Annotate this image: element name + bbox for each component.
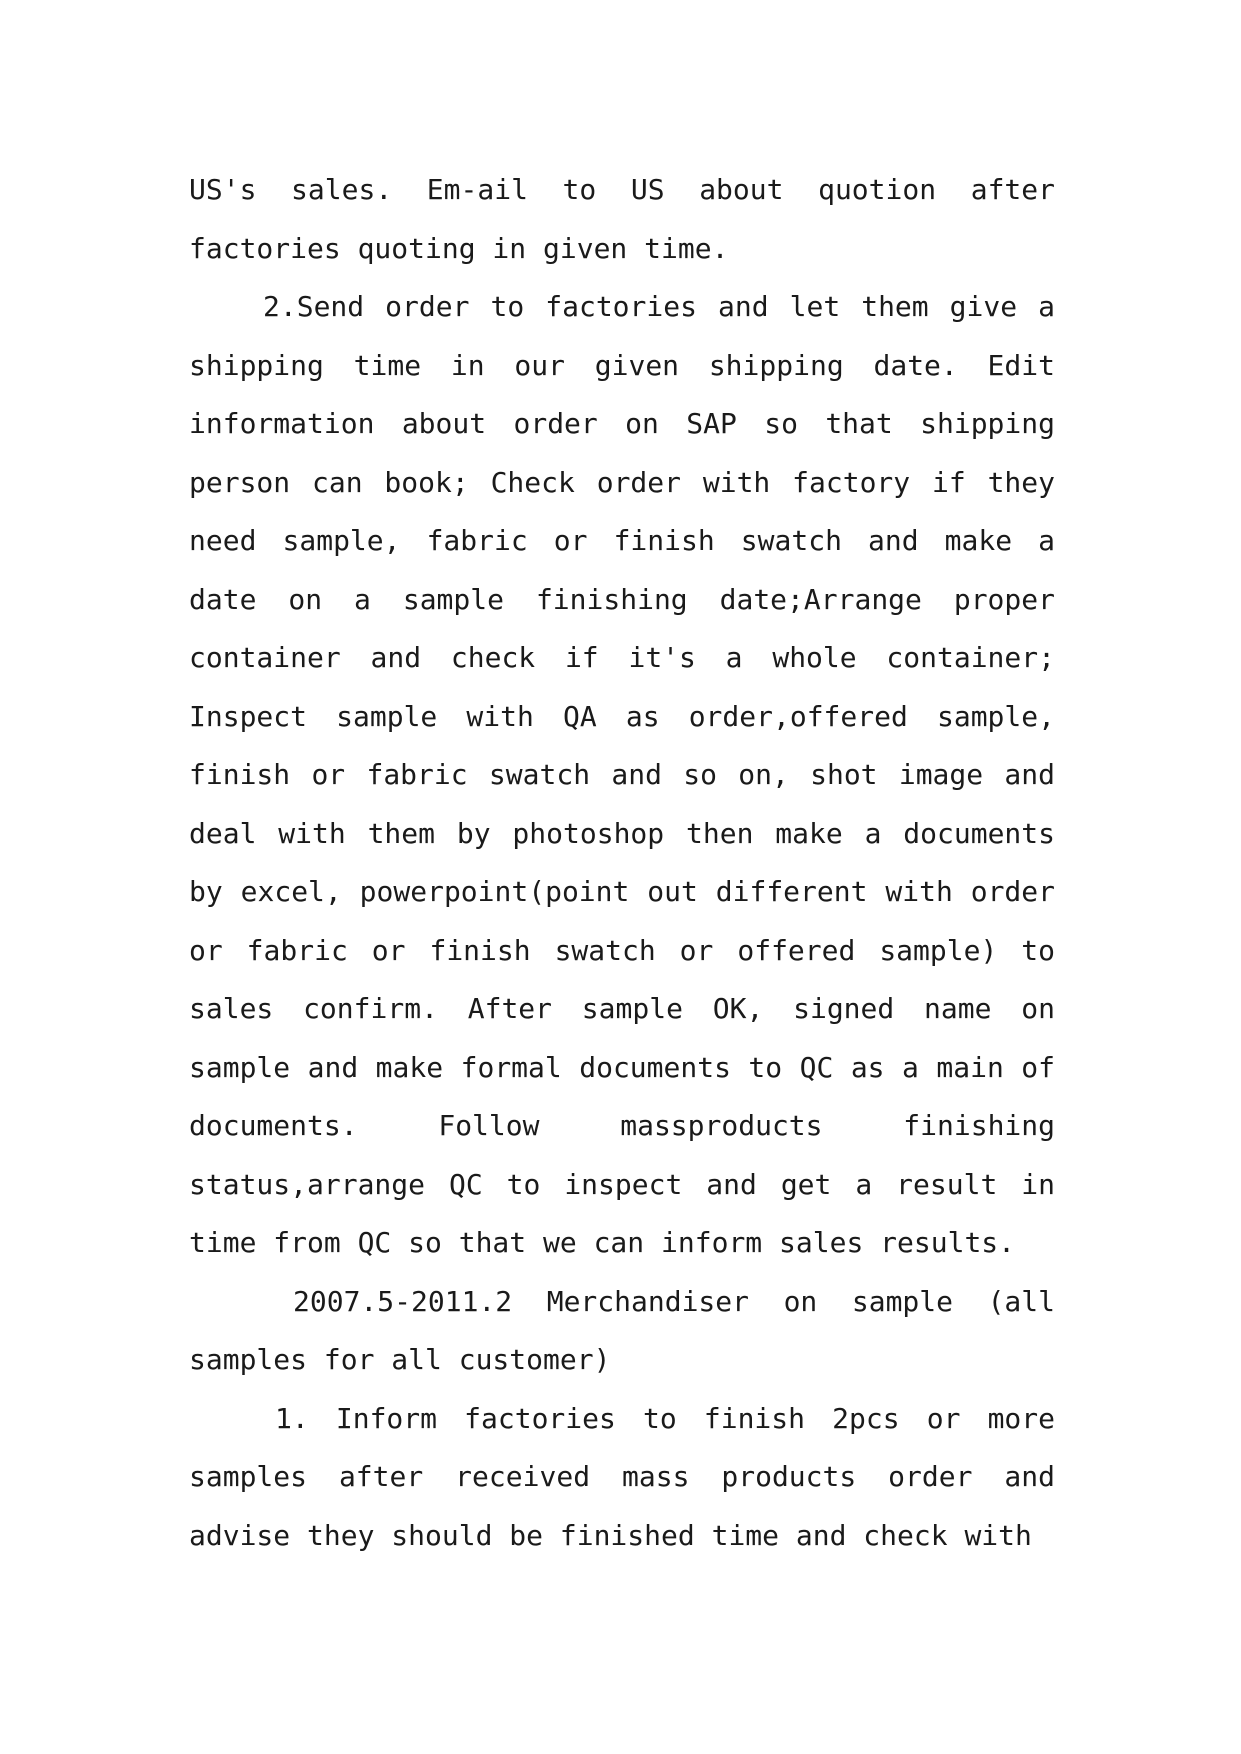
paragraph-continuation: US's sales. Em-ail to US about quotion after factories quoting in given time.: [189, 173, 1055, 265]
paragraph-item-2: 2.Send order to factories and let them give a shipping time in our given shipping date. Edit information about order on SAP so that shipping person can book; Check order with factory if they need sample, fabric or finish swatch and make a date on a sample finishing date;Arrange proper container and check if it's a whole container; Inspect sample with QA as order,offered sample, finish or fabric swatch and so on, shot image and deal with them by photoshop then make a documents by excel, powerpoint(point out different with order or fabric or finish swatch or offered sample) to sales confirm. After sample OK, signed name on sample and make formal documents to QC as a main of documents. Follow massproducts finishing status,arrange QC to inspect and get a result in time from QC so that we can inform sales results.: [189, 290, 1055, 1259]
paragraph-item-1: 1. Inform factories to finish 2pcs or more samples after received mass products order and advise they should be finished time and check with: [189, 1401, 1055, 1552]
body-text: [189, 161, 1055, 1565]
paragraph-job-heading: 2007.5-2011.2 Merchandiser on sample (all samples for all customer): [189, 1284, 1055, 1376]
